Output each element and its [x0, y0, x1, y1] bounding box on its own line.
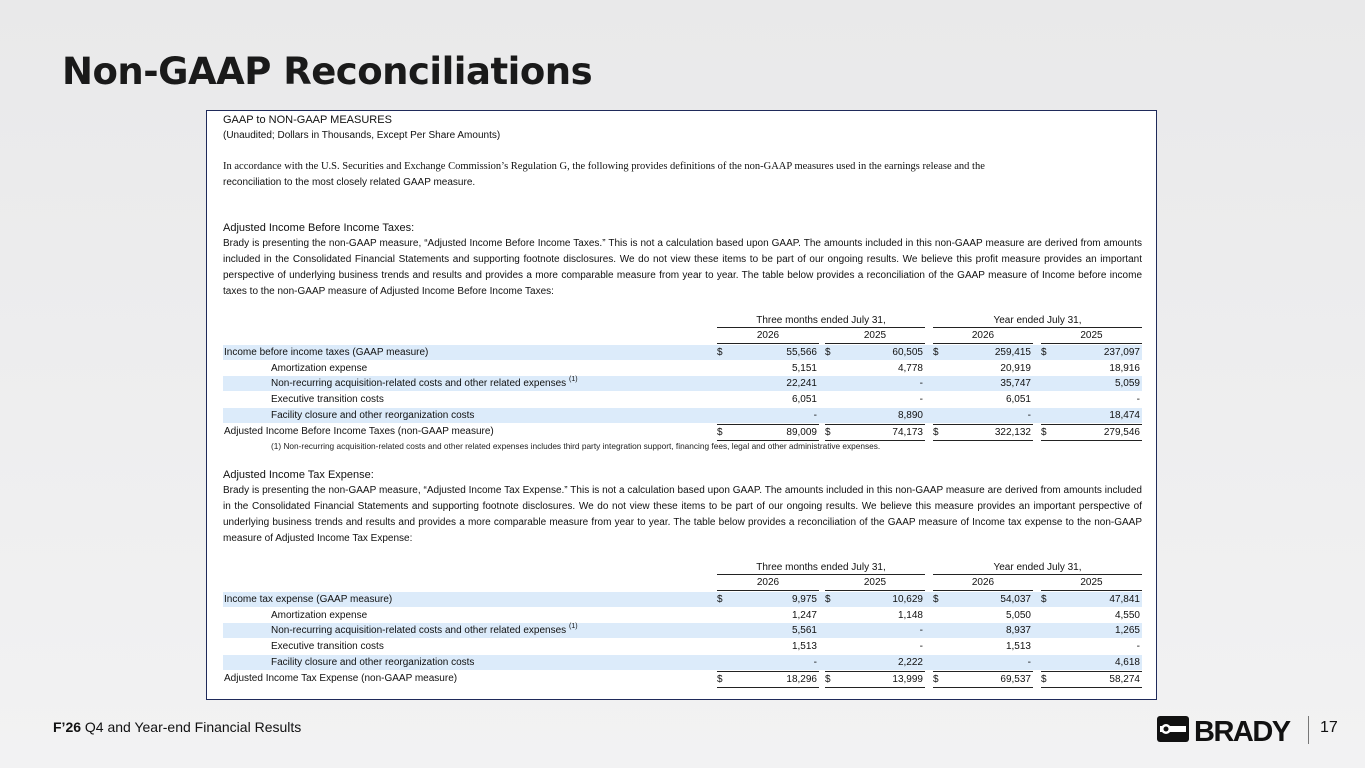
value: -: [1136, 641, 1140, 653]
value: 58,274: [1109, 673, 1140, 685]
currency-symbol: $: [933, 426, 939, 438]
col-group-year: Year ended July 31,: [933, 561, 1142, 575]
value: 10,629: [892, 594, 923, 605]
currency-symbol: $: [825, 594, 831, 605]
section2-heading: Adjusted Income Tax Expense:: [223, 469, 374, 481]
value: 18,916: [1109, 362, 1140, 374]
value-cell: [933, 608, 1033, 623]
value-cell: [933, 424, 1033, 441]
footnote-marker: (1): [569, 623, 578, 631]
currency-symbol: $: [825, 673, 831, 685]
value: 89,009: [786, 426, 817, 438]
value: 4,550: [1114, 609, 1140, 621]
value: 35,747: [1000, 378, 1031, 390]
section1-heading: Adjusted Income Before Income Taxes:: [223, 222, 415, 234]
table-row: [223, 376, 1142, 391]
value-cell: [825, 376, 925, 391]
value-cell: [717, 608, 819, 623]
value-cell: [1041, 408, 1142, 423]
value-cell: [933, 345, 1033, 360]
col-group-year: Year ended July 31,: [933, 314, 1142, 328]
value-cell: [717, 424, 819, 441]
value-cell: [825, 392, 925, 407]
value-cell: [717, 345, 819, 360]
value-cell: [1041, 592, 1142, 607]
col-year: 2026: [933, 576, 1033, 591]
footer-period: F’26: [53, 719, 82, 735]
row-label: Adjusted Income Tax Expense (non-GAAP measure): [224, 672, 458, 684]
value-cell: [933, 655, 1033, 670]
value-cell: [933, 392, 1033, 407]
value-cell: [825, 671, 925, 688]
value-cell: [717, 655, 819, 670]
table-row: [223, 345, 1142, 360]
value-cell: [825, 345, 925, 360]
value: 1,148: [897, 609, 923, 621]
value-cell: [825, 592, 925, 607]
value: -: [1027, 656, 1031, 668]
value: 1,513: [1005, 641, 1031, 653]
col-year: 2026: [717, 576, 819, 591]
col-year: 2025: [825, 329, 925, 344]
value: -: [1027, 409, 1031, 421]
table1-footnote: (1) Non-recurring acquisition-related costs and other related expenses includes third party integration support, financing fees, legal and other administrative expenses.: [271, 441, 881, 451]
value-cell: [1041, 361, 1142, 376]
value-cell: [933, 671, 1033, 688]
value-cell: [825, 655, 925, 670]
value: 6,051: [1005, 394, 1031, 406]
value-cell: [717, 361, 819, 376]
row-label: Amortization expense: [271, 609, 368, 621]
table-row: [223, 408, 1142, 423]
table-total-row: [223, 424, 1142, 439]
table-row: [223, 655, 1142, 670]
value: 8,890: [897, 409, 923, 421]
reconciliation-panel: [206, 110, 1157, 700]
section2-paragraph: Brady is presenting the non-GAAP measure, “Adjusted Income Tax Expense.” This is not a calculation based upon GAAP. The amounts included in this non-GAAP measure are derived from amounts included in the Consolidated Financial Statements and supporting footnote disclosures. We do not view these items to be part of our ongoing results. We believe this measure provides an important perspective of underlying business trends and results and provides a more comparable measure from year to year. The table below provides a reconciliation of the GAAP measure of Income tax expense to the non-GAAP measure of Adjusted Income Tax Expense:: [223, 485, 1142, 544]
brady-logo: [1156, 713, 1306, 745]
section1-paragraph: Brady is presenting the non-GAAP measure, “Adjusted Income Before Income Taxes.” This is not a calculation based upon GAAP. The amounts included in this non-GAAP measure are derived from amounts included in the Consolidated Financial Statements and supporting footnote disclosures. We do not view these items to be part of our ongoing results. We believe this profit measure provides an important perspective of underlying business trends and results and provides a more comparable measure from year to year. The table below provides a reconciliation of the GAAP measure of Income before income taxes to the non-GAAP measure of Adjusted Income Before Income Taxes:: [223, 238, 1142, 297]
value: 8,937: [1005, 625, 1031, 637]
row-label: Executive transition costs: [271, 641, 384, 653]
footer-divider: [1308, 716, 1309, 744]
value-cell: [717, 592, 819, 607]
row-label: Income tax expense (GAAP measure): [224, 594, 393, 605]
currency-symbol: $: [825, 347, 831, 358]
currency-symbol: $: [1041, 673, 1047, 685]
value-cell: [1041, 345, 1142, 360]
value-cell: [1041, 608, 1142, 623]
value: -: [1136, 394, 1140, 406]
value: -: [919, 641, 923, 653]
value: 1,265: [1114, 625, 1140, 637]
currency-symbol: $: [717, 347, 723, 358]
value-cell: [1041, 671, 1142, 688]
value-cell: [1041, 392, 1142, 407]
col-year: 2026: [717, 329, 819, 344]
intro-line-2: reconciliation to the most closely related GAAP measure.: [223, 177, 476, 188]
value-cell: [1041, 655, 1142, 670]
value: -: [813, 409, 817, 421]
value: 4,778: [897, 362, 923, 374]
value: 5,561: [791, 625, 817, 637]
value: 13,999: [892, 673, 923, 685]
currency-symbol: $: [1041, 594, 1047, 605]
value-cell: [825, 608, 925, 623]
value-cell: [1041, 639, 1142, 654]
value: 18,474: [1109, 409, 1140, 421]
col-year: 2025: [1041, 576, 1142, 591]
value: -: [919, 378, 923, 390]
value-cell: [825, 408, 925, 423]
value: 322,132: [994, 426, 1031, 438]
value-cell: [1041, 623, 1142, 638]
value: 6,051: [791, 394, 817, 406]
value-cell: [825, 424, 925, 441]
value: 259,415: [994, 347, 1031, 358]
value: 279,546: [1103, 426, 1140, 438]
row-label: Income before income taxes (GAAP measure): [224, 347, 429, 358]
table-row: [223, 392, 1142, 407]
page-number: 17: [1320, 719, 1338, 736]
value: 18,296: [786, 673, 817, 685]
col-year: 2026: [933, 329, 1033, 344]
value: 69,537: [1000, 673, 1031, 685]
row-label: Facility closure and other reorganization costs: [271, 409, 475, 421]
intro-line-1: In accordance with the U.S. Securities and Exchange Commission’s Regulation G, the following provides definitions of the non-GAAP measures used in the earnings release and the: [223, 161, 985, 172]
row-label: Adjusted Income Before Income Taxes (non-GAAP measure): [224, 425, 494, 437]
value: -: [919, 394, 923, 406]
value-cell: [933, 408, 1033, 423]
row-label: Non-recurring acquisition-related costs and other related expenses: [271, 625, 567, 637]
footer-caption: [53, 719, 301, 735]
value-cell: [1041, 424, 1142, 441]
value-cell: [717, 671, 819, 688]
value: 9,975: [791, 594, 817, 605]
value-cell: [717, 392, 819, 407]
currency-symbol: $: [1041, 347, 1047, 358]
col-year: 2025: [1041, 329, 1142, 344]
slide-title: Non-GAAP Reconciliations: [62, 50, 593, 93]
value: 1,247: [791, 609, 817, 621]
table-row: [223, 592, 1142, 607]
panel-heading: GAAP to NON-GAAP MEASURES: [223, 114, 392, 126]
value: 1,513: [791, 641, 817, 653]
currency-symbol: $: [933, 594, 939, 605]
value: 60,505: [892, 347, 923, 358]
value: -: [919, 625, 923, 637]
table-total-row: [223, 671, 1142, 686]
logo-wordmark: BRADY: [1194, 716, 1290, 745]
row-label: Executive transition costs: [271, 394, 384, 406]
value-cell: [933, 592, 1033, 607]
currency-symbol: $: [717, 426, 723, 438]
value-cell: [825, 361, 925, 376]
value-cell: [717, 376, 819, 391]
currency-symbol: $: [1041, 426, 1047, 438]
table-row: [223, 361, 1142, 376]
value: 54,037: [1000, 594, 1031, 605]
table-row: [223, 639, 1142, 654]
value: 55,566: [786, 347, 817, 358]
value-cell: [1041, 376, 1142, 391]
panel-subheading: (Unaudited; Dollars in Thousands, Except Per Share Amounts): [223, 130, 501, 141]
currency-symbol: $: [933, 673, 939, 685]
footer-text: Q4 and Year-end Financial Results: [81, 719, 302, 735]
footnote-marker: (1): [569, 376, 578, 384]
col-group-three-months: Three months ended July 31,: [717, 314, 925, 328]
col-group-three-months: Three months ended July 31,: [717, 561, 925, 575]
value: 20,919: [1000, 362, 1031, 374]
panel-content: [223, 111, 1142, 699]
value-cell: [825, 623, 925, 638]
currency-symbol: $: [825, 426, 831, 438]
value: 237,097: [1103, 347, 1140, 358]
value: 4,618: [1114, 656, 1140, 668]
value: 5,151: [791, 362, 817, 374]
value-cell: [717, 408, 819, 423]
value: 22,241: [786, 378, 817, 390]
table-row: [223, 608, 1142, 623]
table-row: [223, 623, 1142, 638]
value-cell: [933, 361, 1033, 376]
value: 5,050: [1005, 609, 1031, 621]
currency-symbol: $: [933, 347, 939, 358]
value: 2,222: [897, 656, 923, 668]
currency-symbol: $: [717, 673, 723, 685]
currency-symbol: $: [717, 594, 723, 605]
value-cell: [825, 639, 925, 654]
value: 5,059: [1114, 378, 1140, 390]
value-cell: [933, 639, 1033, 654]
col-year: 2025: [825, 576, 925, 591]
value: 74,173: [892, 426, 923, 438]
value: 47,841: [1109, 594, 1140, 605]
row-label: Amortization expense: [271, 362, 368, 374]
value-cell: [933, 376, 1033, 391]
value-cell: [717, 623, 819, 638]
value: -: [813, 656, 817, 668]
row-label: Facility closure and other reorganization costs: [271, 656, 475, 668]
row-label: Non-recurring acquisition-related costs and other related expenses: [271, 378, 567, 390]
brady-mark-icon: [1157, 716, 1189, 742]
value-cell: [933, 623, 1033, 638]
value-cell: [717, 639, 819, 654]
